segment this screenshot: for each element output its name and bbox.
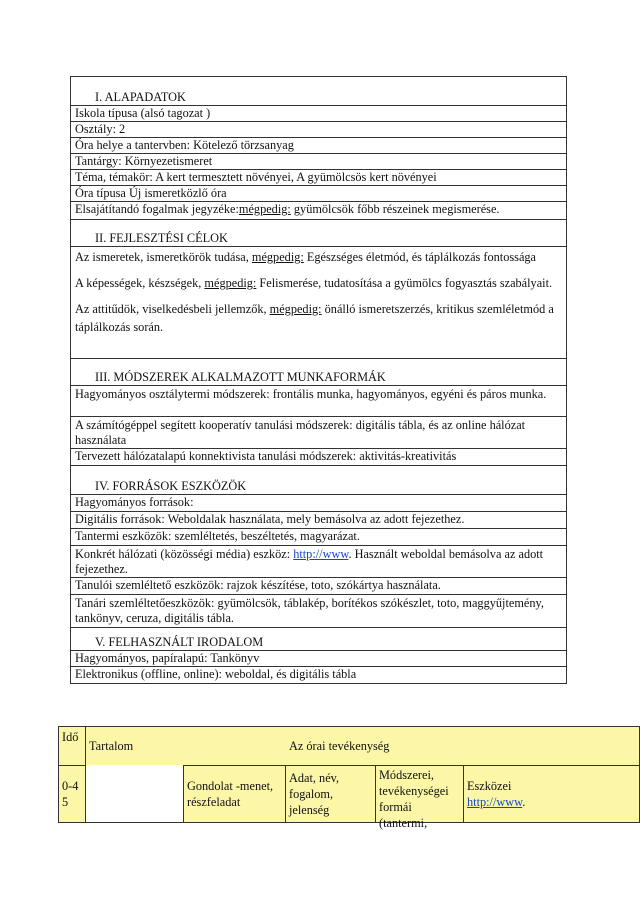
row-tantargy: Tantárgy: Környezetismeret [71, 154, 566, 170]
row-hagyomanyos-irodalom: Hagyományos, papíralapú: Tankönyv [71, 651, 566, 667]
activity-table [58, 726, 640, 830]
header-tartalom: Tartalom [89, 739, 134, 753]
row-konkret-halozati-eszkoz: Konkrét hálózati (közösségi média) eszköz: http://www. Használt weboldal bemásolva az adott fejezethez. [71, 546, 566, 578]
section-heading-irodalom [71, 628, 566, 651]
section-title: II. FEJLESZTÉSI CÉLOK [95, 230, 228, 245]
section-heading-celok [71, 220, 566, 247]
row-fejlesztesi-celok [71, 247, 566, 359]
goal-knowledge: Az ismeretek, ismeretkörök tudása, mégpedig: Egészséges életmód, és táplálkozás fontossága [75, 250, 537, 264]
row-tema: Téma, témakör: A kert termesztett növényei, A gyümölcsös kert növényei [71, 170, 566, 186]
row-hagyomanyos-forrasok: Hagyományos források: [71, 495, 566, 512]
row-hagyomanyos-modszerek: Hagyományos osztálytermi módszerek: frontális munka, hagyományos, egyéni és páros munka. [71, 386, 566, 417]
row-kooperativ-modszerek: A számítógéppel segített kooperatív tanulási módszerek: digitális tábla, és az online hálózat használata [71, 417, 566, 449]
row-tanuloi-eszkozok: Tanulói szemléltető eszközök: rajzok készítése, toto, szókártya használata. [71, 578, 566, 595]
header-ido: Idő [59, 727, 86, 765]
cell-gondolatmenet: Gondolat -menet, részfeladat [184, 765, 286, 822]
activity-data-row [59, 765, 639, 830]
row-osztaly: Osztály: 2 [71, 122, 566, 138]
activity-header-row [59, 727, 639, 766]
cell-modszerei: Módszerei, tevékenységei formái (tantermi, [376, 765, 464, 822]
goal-skills: A képességek, készségek, mégpedig: Felismerése, tudatosítása a gyümölcs fogyasztás szabályait. [75, 276, 553, 290]
row-konnektivista-modszerek: Tervezett hálózatalapú konnektivista tanulási módszerek: aktivitás-kreativitás [71, 449, 566, 466]
row-digitalis-forrasok: Digitális források: Weboldalak használata, mely bemásolva az adott fejezethez. [71, 512, 566, 529]
header-tevekenyseg: Az órai tevékenység [289, 739, 390, 753]
row-fogalmak: Elsajátítandó fogalmak jegyzéke:mégpedig: gyümölcsök főbb részeinek megismerése. [71, 202, 566, 220]
section-title: III. MÓDSZEREK ALKALMAZOTT MUNKAFORMÁK [95, 369, 386, 384]
row-elektronikus-irodalom: Elektronikus (offline, online): weboldal, és digitális tábla [75, 667, 357, 681]
cell-adat-fogalom: Adat, név, fogalom, jelenség [286, 765, 376, 822]
section-title: I. ALAPADATOK [95, 89, 186, 104]
section-heading-modszerek [71, 359, 566, 386]
cell-ido: 0-45 [59, 765, 86, 822]
section-title: V. FELHASZNÁLT IRODALOM [95, 634, 264, 649]
cell-eszkozei: Eszközei http://www. [467, 778, 526, 809]
row-ora-helye: Óra helye a tantervben: Kötelező törzsanyag [71, 138, 566, 154]
goal-attitudes: Az attitűdök, viselkedésbeli jellemzők, mégpedig: önálló ismeretszerzés, kritikus szemléletmód a táplálkozás során. [75, 302, 554, 334]
row-tanari-eszkozok: Tanári szemléltetőeszközök: gyümölcsök, táblakép, borítékos szókészlet, toto, maggyűjtemény, tankönyv, ceruza, digitális tábla. [71, 595, 566, 628]
section-heading-alapadatok [71, 77, 566, 106]
row-tantermi-eszkozok: Tantermi eszközök: szemléltetés, beszéltetés, magyarázat. [71, 529, 566, 546]
konkret-link[interactable]: http://www [293, 547, 349, 561]
section-heading-forrasok [71, 466, 566, 495]
eszkozei-link[interactable]: http://www [467, 794, 523, 809]
lesson-plan-table [70, 76, 567, 684]
cell-tartalom-empty [86, 765, 184, 822]
row-iskola-tipusa: Iskola típusa (alsó tagozat ) [71, 106, 566, 122]
row-ora-tipusa: Óra típusa Új ismeretközlő óra [71, 186, 566, 202]
section-title: IV. FORRÁSOK ESZKÖZÖK [95, 478, 247, 493]
